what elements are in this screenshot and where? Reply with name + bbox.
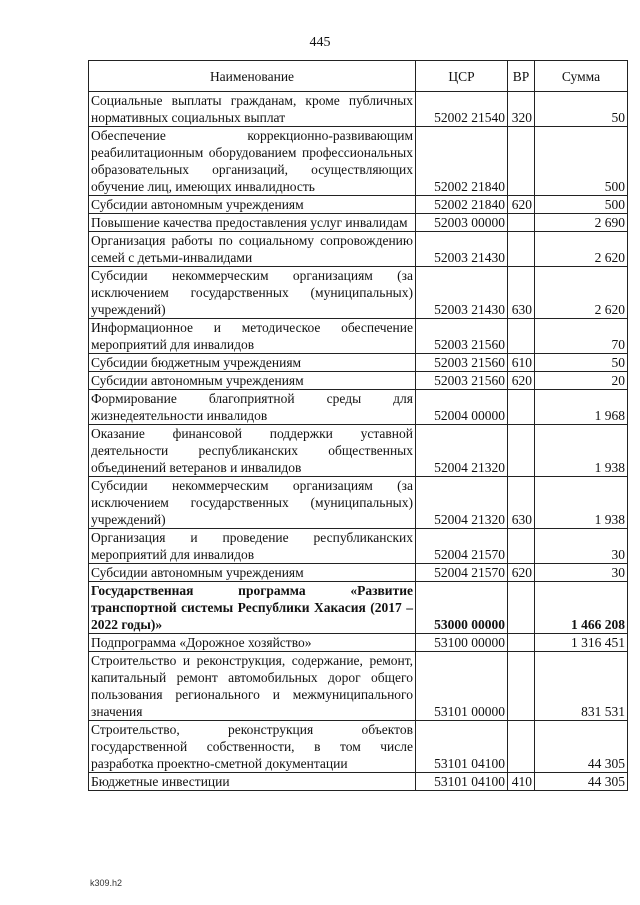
- row-sum: 2 690: [535, 214, 628, 232]
- row-csr: 52003 21430: [416, 232, 508, 267]
- table-row: [89, 196, 628, 214]
- table-row: [89, 634, 628, 652]
- row-sum: 50: [535, 354, 628, 372]
- table-row: [89, 652, 628, 721]
- page-number: 445: [309, 35, 331, 50]
- row-sum: 831 531: [535, 652, 628, 721]
- row-csr: 53101 00000: [416, 652, 508, 721]
- row-name: Субсидии автономным учреждениям: [89, 196, 416, 214]
- table-row: [89, 267, 628, 319]
- table-row: [89, 390, 628, 425]
- row-name: Строительство, реконструкция объектов государственной собственности, в том числе разработка проектно-сметной документации: [89, 721, 416, 773]
- table-row: [89, 214, 628, 232]
- row-sum: 2 620: [535, 232, 628, 267]
- row-csr: 52003 21430: [416, 267, 508, 319]
- row-sum: 1 466 208: [535, 582, 628, 634]
- row-vr: 620: [508, 372, 535, 390]
- row-csr: 52004 00000: [416, 390, 508, 425]
- row-vr: [508, 319, 535, 354]
- document-code: k309.h2: [90, 878, 123, 888]
- header-csr: ЦСР: [416, 61, 508, 92]
- row-vr: [508, 232, 535, 267]
- row-sum: 44 305: [535, 773, 628, 791]
- row-name: Государственная программа «Развитие транспортной системы Республики Хакасия (2017 – 2022 годы)»: [89, 582, 416, 634]
- row-vr: [508, 390, 535, 425]
- row-csr: 52003 21560: [416, 319, 508, 354]
- table-row: [89, 425, 628, 477]
- row-name: Субсидии некоммерческим организациям (за исключением государственных (муниципальных) учреждений): [89, 267, 416, 319]
- row-sum: 2 620: [535, 267, 628, 319]
- row-name: Формирование благоприятной среды для жизнедеятельности инвалидов: [89, 390, 416, 425]
- row-csr: 53000 00000: [416, 582, 508, 634]
- row-name: Обеспечение коррекционно-развивающим реабилитационным оборудованием профессиональных образовательных организаций, осуществляющих обучение лиц, имеющих инвалидность: [89, 127, 416, 196]
- row-sum: 1 938: [535, 477, 628, 529]
- row-vr: [508, 634, 535, 652]
- row-vr: 630: [508, 267, 535, 319]
- row-name: Субсидии автономным учреждениям: [89, 372, 416, 390]
- row-vr: [508, 652, 535, 721]
- table-row: [89, 354, 628, 372]
- row-name: Информационное и методическое обеспечение мероприятий для инвалидов: [89, 319, 416, 354]
- row-vr: 620: [508, 564, 535, 582]
- row-name: Субсидии автономным учреждениям: [89, 564, 416, 582]
- row-name: Социальные выплаты гражданам, кроме публичных нормативных социальных выплат: [89, 92, 416, 127]
- table-row: [89, 564, 628, 582]
- row-csr: 52004 21320: [416, 477, 508, 529]
- table-row: [89, 319, 628, 354]
- table-row: [89, 92, 628, 127]
- row-vr: [508, 127, 535, 196]
- row-name: Организация и проведение республиканских мероприятий для инвалидов: [89, 529, 416, 564]
- row-csr: 52002 21840: [416, 127, 508, 196]
- row-sum: 500: [535, 196, 628, 214]
- row-csr: 52004 21570: [416, 529, 508, 564]
- row-vr: [508, 529, 535, 564]
- row-vr: 630: [508, 477, 535, 529]
- row-name: Повышение качества предоставления услуг инвалидам: [89, 214, 416, 232]
- row-sum: 50: [535, 92, 628, 127]
- row-csr: 53101 04100: [416, 773, 508, 791]
- table-row: [89, 372, 628, 390]
- table-row: [89, 529, 628, 564]
- header-sum: Сумма: [535, 61, 628, 92]
- row-vr: 610: [508, 354, 535, 372]
- row-vr: 620: [508, 196, 535, 214]
- row-csr: 52003 00000: [416, 214, 508, 232]
- table-row: [89, 773, 628, 791]
- row-sum: 70: [535, 319, 628, 354]
- row-sum: 1 316 451: [535, 634, 628, 652]
- row-sum: 30: [535, 564, 628, 582]
- row-csr: 52003 21560: [416, 354, 508, 372]
- row-vr: [508, 214, 535, 232]
- header-vr: ВР: [508, 61, 535, 92]
- row-vr: [508, 425, 535, 477]
- row-sum: 1 938: [535, 425, 628, 477]
- table-row: [89, 127, 628, 196]
- row-sum: 30: [535, 529, 628, 564]
- table-row: [89, 232, 628, 267]
- table-header-row: [89, 61, 628, 92]
- row-name: Бюджетные инвестиции: [89, 773, 416, 791]
- row-name: Оказание финансовой поддержки уставной деятельности республиканских общественных объединений ветеранов и инвалидов: [89, 425, 416, 477]
- row-sum: 1 968: [535, 390, 628, 425]
- budget-table: [88, 60, 628, 791]
- row-vr: 320: [508, 92, 535, 127]
- row-name: Субсидии некоммерческим организациям (за исключением государственных (муниципальных) учреждений): [89, 477, 416, 529]
- row-csr: 53100 00000: [416, 634, 508, 652]
- header-name: Наименование: [89, 61, 416, 92]
- row-sum: 20: [535, 372, 628, 390]
- row-name: Субсидии бюджетным учреждениям: [89, 354, 416, 372]
- row-csr: 52002 21840: [416, 196, 508, 214]
- table-row: [89, 721, 628, 773]
- row-csr: 52003 21560: [416, 372, 508, 390]
- row-vr: [508, 721, 535, 773]
- row-csr: 53101 04100: [416, 721, 508, 773]
- row-csr: 52002 21540: [416, 92, 508, 127]
- table-row: [89, 477, 628, 529]
- row-csr: 52004 21320: [416, 425, 508, 477]
- table-row: [89, 582, 628, 634]
- row-name: Подпрограмма «Дорожное хозяйство»: [89, 634, 416, 652]
- row-vr: [508, 582, 535, 634]
- row-vr: 410: [508, 773, 535, 791]
- row-sum: 44 305: [535, 721, 628, 773]
- row-sum: 500: [535, 127, 628, 196]
- row-csr: 52004 21570: [416, 564, 508, 582]
- row-name: Организация работы по социальному сопровождению семей с детьми-инвалидами: [89, 232, 416, 267]
- row-name: Строительство и реконструкция, содержание, ремонт, капитальный ремонт автомобильных дорог общего пользования регионального и межмуниципального значения: [89, 652, 416, 721]
